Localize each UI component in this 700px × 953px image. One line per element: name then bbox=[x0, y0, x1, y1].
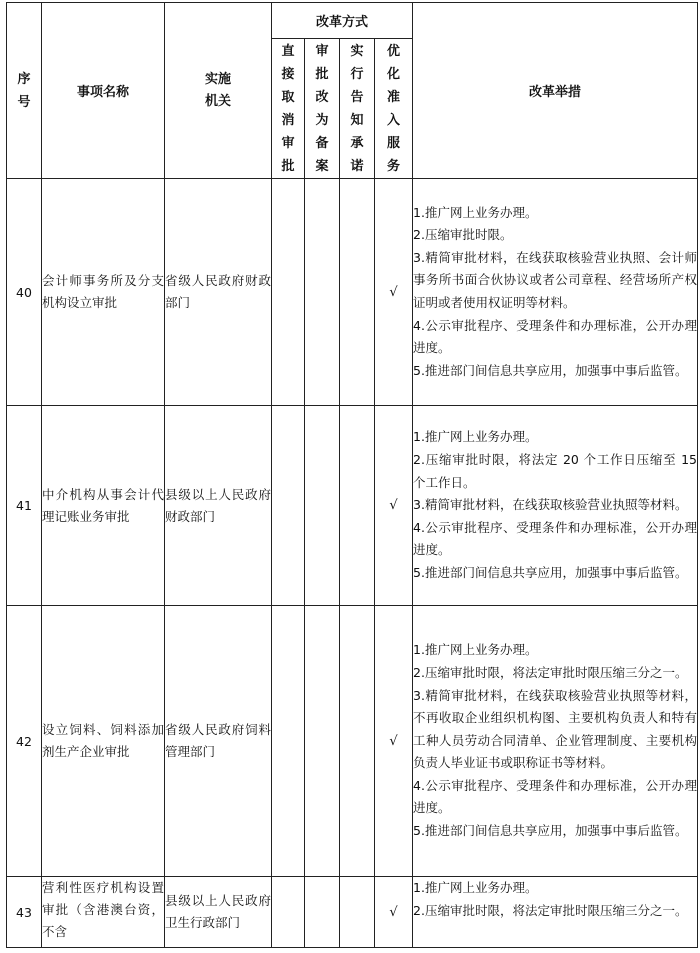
row-agency: 县级以上人民政府卫生行政部门 bbox=[165, 877, 272, 948]
row-mark-filing bbox=[305, 877, 340, 948]
table-row bbox=[7, 179, 698, 406]
row-item-name: 会计师事务所及分支机构设立审批 bbox=[42, 179, 165, 406]
table-row bbox=[7, 877, 698, 948]
measure-item: 1.推广网上业务办理。 bbox=[413, 642, 538, 658]
header-measures: 改革举措 bbox=[413, 3, 698, 179]
header-seq: 序号 bbox=[7, 3, 42, 179]
measure-item: 1.推广网上业务办理。 bbox=[413, 204, 538, 220]
row-seq: 42 bbox=[7, 606, 42, 877]
header-reform-mode: 改革方式 bbox=[272, 3, 413, 39]
row-agency: 县级以上人民政府财政部门 bbox=[165, 406, 272, 606]
row-mark-cancel bbox=[272, 877, 305, 948]
header-mode-notify: 实行告知承诺 bbox=[340, 39, 375, 179]
header-mode-cancel: 直接取消审批 bbox=[272, 39, 305, 179]
measure-item: 4.公示审批程序、受理条件和办理标准，公开办理进度。 bbox=[413, 519, 698, 558]
row-mark-notify bbox=[340, 179, 375, 406]
measure-item: 2.压缩审批时限，将法定审批时限压缩三分之一。 bbox=[413, 664, 688, 680]
reform-table bbox=[6, 2, 698, 948]
row-mark-filing bbox=[305, 406, 340, 606]
row-measures bbox=[413, 406, 698, 606]
row-mark-cancel bbox=[272, 406, 305, 606]
measure-item: 3.精简审批材料，在线获取核验营业执照等材料。 bbox=[413, 497, 688, 513]
measure-item: 1.推广网上业务办理。 bbox=[413, 880, 538, 895]
table-row bbox=[7, 406, 698, 606]
row-item-name: 营利性医疗机构设置审批（含港澳台资，不含 bbox=[42, 877, 165, 948]
row-mark-optimize: √ bbox=[375, 606, 413, 877]
header-agency: 实施机关 bbox=[165, 3, 272, 179]
measure-item: 4.公示审批程序、受理条件和办理标准，公开办理进度。 bbox=[413, 777, 698, 816]
header-mode-filing: 审批改为备案 bbox=[305, 39, 340, 179]
row-mark-optimize: √ bbox=[375, 406, 413, 606]
row-item-name: 设立饲料、饲料添加剂生产企业审批 bbox=[42, 606, 165, 877]
row-mark-filing bbox=[305, 179, 340, 406]
row-mark-filing bbox=[305, 606, 340, 877]
header-mode-optimize: 优化准入服务 bbox=[375, 39, 413, 179]
measure-item: 3.精简审批材料，在线获取核验营业执照等材料，不再收取企业组织机构图、主要机构负责人和特有工种人员劳动合同清单、企业管理制度、主要机构负责人毕业证书或职称证书等材料。 bbox=[413, 687, 698, 771]
row-mark-cancel bbox=[272, 179, 305, 406]
row-mark-cancel bbox=[272, 606, 305, 877]
row-mark-notify bbox=[340, 606, 375, 877]
measure-item: 1.推广网上业务办理。 bbox=[413, 429, 538, 445]
row-item-name: 中介机构从事会计代理记账业务审批 bbox=[42, 406, 165, 606]
row-mark-optimize: √ bbox=[375, 877, 413, 948]
row-mark-optimize: √ bbox=[375, 179, 413, 406]
measure-item: 4.公示审批程序、受理条件和办理标准，公开办理进度。 bbox=[413, 317, 698, 356]
table-row bbox=[7, 606, 698, 877]
row-mark-notify bbox=[340, 877, 375, 948]
row-seq: 40 bbox=[7, 179, 42, 406]
row-measures bbox=[413, 877, 698, 948]
measure-item: 5.推进部门间信息共享应用，加强事中事后监管。 bbox=[413, 823, 688, 839]
measure-item: 2.压缩审批时限，将法定 20 个工作日压缩至 15 个工作日。 bbox=[413, 452, 698, 490]
measure-item: 2.压缩审批时限。 bbox=[413, 227, 513, 243]
row-agency: 省级人民政府饲料管理部门 bbox=[165, 606, 272, 877]
measure-item: 2.压缩审批时限，将法定审批时限压缩三分之一。 bbox=[413, 902, 688, 918]
measure-item: 5.推进部门间信息共享应用，加强事中事后监管。 bbox=[413, 564, 688, 580]
measure-item: 3.精简审批材料，在线获取核验营业执照、会计师事务所书面合伙协议或者公司章程、经营场所产权证明或者使用权证明等材料。 bbox=[413, 249, 698, 310]
row-measures bbox=[413, 606, 698, 877]
row-mark-notify bbox=[340, 406, 375, 606]
header-item-name: 事项名称 bbox=[42, 3, 165, 179]
row-agency: 省级人民政府财政部门 bbox=[165, 179, 272, 406]
row-measures bbox=[413, 179, 698, 406]
row-seq: 43 bbox=[7, 877, 42, 948]
row-seq: 41 bbox=[7, 406, 42, 606]
measure-item: 5.推进部门间信息共享应用，加强事中事后监管。 bbox=[413, 362, 688, 378]
